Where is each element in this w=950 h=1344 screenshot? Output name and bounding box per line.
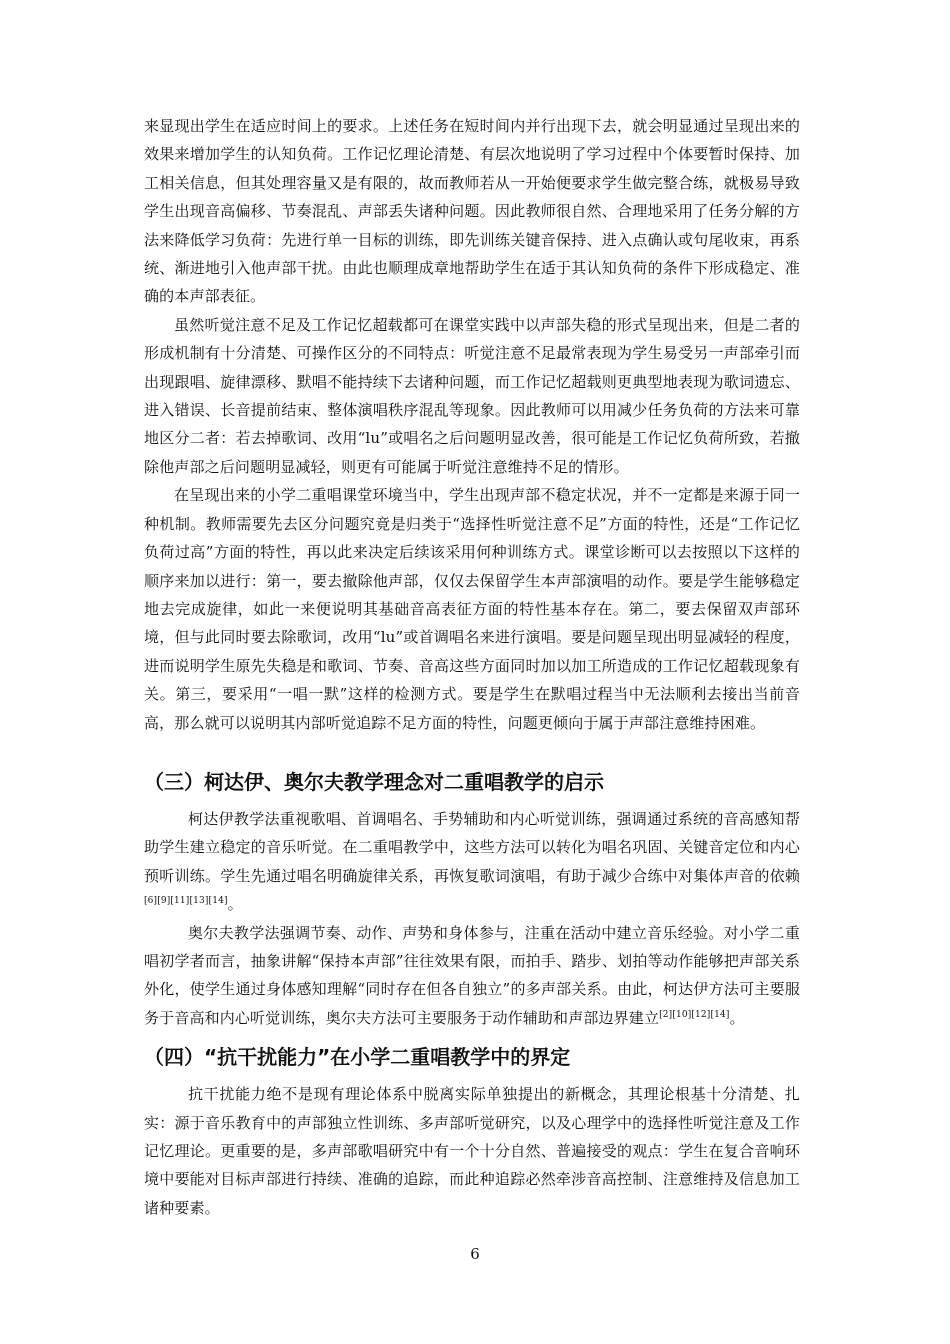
paragraph-kodaly-end: 。: [227, 895, 243, 914]
paragraph-kodaly: [144, 805, 800, 919]
paragraph-mechanism-distinction: 虽然听觉注意不足及工作记忆超载都可在课堂实践中以声部失稳的形式呈现出来，但是二者的形成机制有十分清楚、可操作区分的不同特点：听觉注意不足最常表现为学生易受另一声部牵引而出现跟唱、旋律漂移、默唱不能持续下去诸种问题，而工作记忆超载则更典型地表现为歌词遗忘、进入错误、长音提前结束、整体演唱秩序混乱等现象。因此教师可以用减少任务负荷的方法来可靠地区分二者：若去掉歌词、改用“lu”或唱名之后问题明显改善，很可能是工作记忆负荷所致，若撤除他声部之后问题明显减轻，则更有可能属于听觉注意维持不足的情形。: [144, 315, 800, 476]
paragraph-task-decomposition: 来显现出学生在适应时间上的要求。上述任务在短时间内并行出现下去，就会明显通过呈现出来的效果来增加学生的认知负荷。工作记忆理论清楚、有层次地说明了学习过程中个体要暂时保持、加工相关信息，但其处理容量又是有限的，故而教师若从一开始便要求学生做完整合练，就极易导致学生出现音高偏移、节奏混乱、声部丢失诸种问题。因此教师很自然、合理地采用了任务分解的方法来降低学习负荷：先进行单一目标的训练，即先训练关键音保持、进入点确认或句尾收束，再系统、渐进地引入他声部干扰。由此也顺理成章地帮助学生在适于其认知负荷的条件下形成稳定、准确的本声部表征。: [144, 117, 800, 306]
page-body: [144, 112, 800, 1222]
page-number: 6: [470, 1245, 480, 1263]
paragraph-orff-text: 奥尔夫教学法强调节奏、动作、声势和身体参与，注重在活动中建立音乐经验。对小学二重唱初学者而言，抽象讲解“保持本声部”往往效果有限，而拍手、踏步、划拍等动作能够把声部关系外化，使学生通过身体感知理解“同时存在但各自独立”的多声部关系。由此，柯达伊方法可主要服务于音高和内心听觉训练，奥尔夫方法可主要服务于动作辅助和声部边界建立: [144, 923, 800, 1027]
paragraph-orff: [144, 919, 800, 1033]
paragraph-orff-end: 。: [729, 1008, 745, 1027]
paragraph-classroom-diagnosis: 在呈现出来的小学二重唱课堂环境当中，学生出现声部不稳定状况，并不一定都是来源于同一种机制。教师需要先去区分问题究竟是归类于“选择性听觉注意不足”方面的特性，还是“工作记忆负荷过高”方面的特性，再以此来决定后续该采用何种训练方式。课堂诊断可以去按照以下这样的顺序来加以进行：第一，要去撤除他声部，仅仅去保留学生本声部演唱的动作。要是学生能够稳定地去完成旋律，如此一来便说明其基础音高表征方面的特性基本存在。第二，要去保留双声部环境，但与此同时要去除歌词，改用“lu”或首调唱名来进行演唱。要是问题呈现出明显减轻的程度，进而说明学生原先失稳是和歌词、节奏、音高这些方面同时加以加工所造成的工作记忆超载现象有关。第三，要采用“一唱一默”这样的检测方式。要是学生在默唱过程当中无法顺利去接出当前音高，那么就可以说明其内部听觉追踪不足方面的特性，问题更倾向于属于声部注意维持困难。: [144, 486, 800, 732]
paragraph-anti-interference-definition: 抗干扰能力绝不是现有理论体系中脱离实际单独提出的新概念，其理论根基十分清楚、扎实：源于音乐教育中的声部独立性训练、多声部听觉研究，以及心理学中的选择性听觉注意及工作记忆理论。更重要的是，多声部歌唱研究中有一个十分自然、普遍接受的观点：学生在复合音响环境中要能对目标声部进行持续、准确的追踪，而此种追踪必然牵涉音高控制、注意维持及信息加工诸种要素。: [144, 1085, 800, 1217]
citation-kodaly: [6][9][11][13][14]: [144, 896, 228, 907]
section-heading-anti-interference: （四）“抗干扰能力”在小学二重唱教学中的界定: [144, 1045, 571, 1070]
paragraph-kodaly-text: 柯达伊教学法重视歌唱、首调唱名、手势辅助和内心听觉训练，强调通过系统的音高感知帮助学生建立稳定的音乐听觉。在二重唱教学中，这些方法可以转化为唱名巩固、关键音定位和内心预听训练。学生先通过唱名明确旋律关系，再恢复歌词演唱，有助于减少合练中对集体声音的依赖: [144, 809, 800, 885]
citation-orff: [2][10][12][14]: [659, 1009, 730, 1020]
section-heading-kodaly-orff: （三）柯达伊、奥尔夫教学理念对二重唱教学的启示: [144, 769, 604, 794]
